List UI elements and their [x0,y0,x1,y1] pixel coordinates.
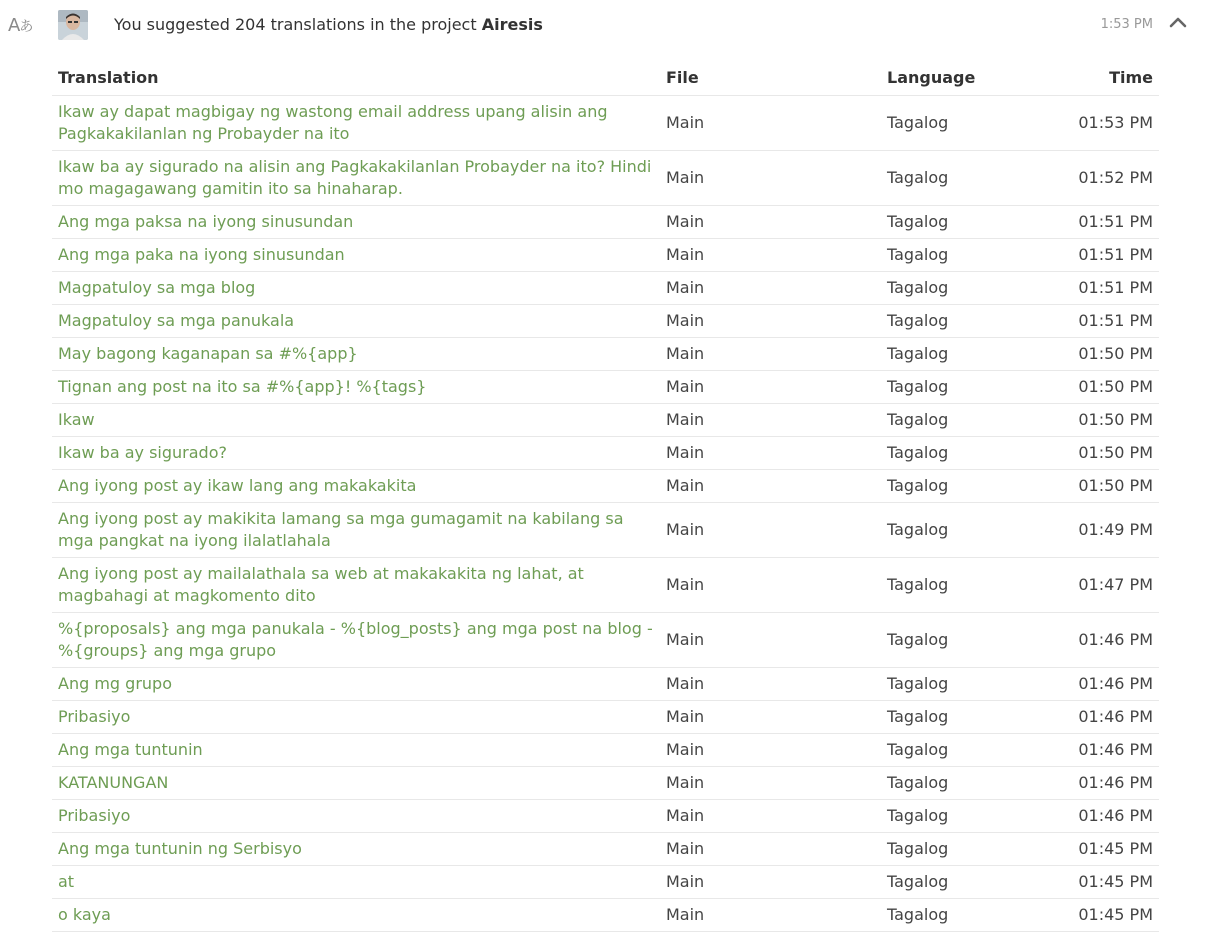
table-row [52,557,1159,612]
file-cell: Main [660,205,881,238]
table-row [52,238,1159,271]
time-cell: 01:50 PM [1026,370,1159,403]
translation-link[interactable]: Ikaw ay dapat magbigay ng wastong email address upang alisin ang Pagkakakilanlan ng Probayder na ito [52,95,660,150]
time-cell: 01:46 PM [1026,667,1159,700]
activity-summary [114,14,543,36]
table-row [52,733,1159,766]
language-cell: Tagalog [881,612,1026,667]
language-cell: Tagalog [881,898,1026,931]
language-cell: Tagalog [881,436,1026,469]
collapse-button[interactable] [1167,12,1189,34]
table-row [52,95,1159,150]
file-cell: Main [660,95,881,150]
table-row [52,337,1159,370]
file-cell: Main [660,766,881,799]
language-cell: Tagalog [881,403,1026,436]
translation-link[interactable]: at [52,865,660,898]
translation-link[interactable]: Ang mga tuntunin [52,733,660,766]
translation-link[interactable]: Ang mg grupo [52,667,660,700]
file-cell: Main [660,612,881,667]
language-cell: Tagalog [881,95,1026,150]
time-cell: 01:46 PM [1026,799,1159,832]
file-cell: Main [660,370,881,403]
table-row [52,370,1159,403]
file-cell: Main [660,700,881,733]
time-cell: 01:49 PM [1026,502,1159,557]
translation-link[interactable]: Magpatuloy sa mga panukala [52,304,660,337]
translation-link[interactable]: Ang mga paksa na iyong sinusundan [52,205,660,238]
time-cell: 01:51 PM [1026,304,1159,337]
time-cell: 01:51 PM [1026,205,1159,238]
time-cell: 01:50 PM [1026,469,1159,502]
table-row [52,865,1159,898]
chevron-up-icon [1167,12,1189,34]
time-cell: 01:50 PM [1026,436,1159,469]
translation-link[interactable]: Tignan ang post na ito sa #%{app}! %{tags} [52,370,660,403]
translation-link[interactable]: Magpatuloy sa mga blog [52,271,660,304]
language-cell: Tagalog [881,469,1026,502]
language-cell: Tagalog [881,271,1026,304]
table-row [52,271,1159,304]
translation-link[interactable]: May bagong kaganapan sa #%{app} [52,337,660,370]
file-cell: Main [660,238,881,271]
time-cell: 01:51 PM [1026,238,1159,271]
column-header-time: Time [1026,60,1159,95]
file-cell: Main [660,557,881,612]
file-cell: Main [660,865,881,898]
time-cell: 01:45 PM [1026,898,1159,931]
translation-link[interactable]: Ang iyong post ay ikaw lang ang makakakita [52,469,660,502]
language-cell: Tagalog [881,238,1026,271]
translation-link[interactable]: Ikaw ba ay sigurado? [52,436,660,469]
table-row [52,612,1159,667]
translation-link[interactable]: Pribasiyo [52,700,660,733]
file-cell: Main [660,304,881,337]
table-row [52,205,1159,238]
translation-link[interactable]: Ikaw ba ay sigurado na alisin ang Pagkakakilanlan Probayder na ito? Hindi mo magagawang gamitin ito sa hinaharap. [52,150,660,205]
language-cell: Tagalog [881,700,1026,733]
language-cell: Tagalog [881,557,1026,612]
translation-link[interactable]: %{proposals} ang mga panukala - %{blog_posts} ang mga post na blog - %{groups} ang mga grupo [52,612,660,667]
activity-time: 1:53 PM [1100,17,1153,32]
time-cell: 01:46 PM [1026,733,1159,766]
translation-link[interactable]: Pribasiyo [52,799,660,832]
time-cell: 01:45 PM [1026,865,1159,898]
file-cell: Main [660,667,881,700]
time-cell: 01:46 PM [1026,612,1159,667]
language-cell: Tagalog [881,799,1026,832]
file-cell: Main [660,832,881,865]
language-cell: Tagalog [881,337,1026,370]
translation-link[interactable]: Ang iyong post ay makikita lamang sa mga gumagamit na kabilang sa mga pangkat na iyong ilalatlahala [52,502,660,557]
language-cell: Tagalog [881,150,1026,205]
language-cell: Tagalog [881,865,1026,898]
translation-link[interactable]: Ikaw [52,403,660,436]
time-cell: 01:50 PM [1026,403,1159,436]
language-cell: Tagalog [881,502,1026,557]
time-cell: 01:46 PM [1026,766,1159,799]
column-header-language: Language [881,60,1026,95]
time-cell: 01:45 PM [1026,832,1159,865]
language-cell: Tagalog [881,832,1026,865]
translation-link[interactable]: KATANUNGAN [52,766,660,799]
table-row [52,304,1159,337]
file-cell: Main [660,337,881,370]
table-row [52,150,1159,205]
table-row [52,700,1159,733]
avatar[interactable] [58,10,88,40]
language-cell: Tagalog [881,667,1026,700]
table-row [52,898,1159,931]
table-row [52,436,1159,469]
column-header-translation: Translation [52,60,660,95]
table-header-row [52,60,1159,95]
translation-link[interactable]: Ang iyong post ay mailalathala sa web at makakakita ng lahat, at magbahagi at magkomento dito [52,557,660,612]
file-cell: Main [660,799,881,832]
table-row [52,799,1159,832]
time-cell: 01:50 PM [1026,337,1159,370]
table-row [52,403,1159,436]
table-row [52,502,1159,557]
file-cell: Main [660,502,881,557]
language-cell: Tagalog [881,370,1026,403]
time-cell: 01:53 PM [1026,95,1159,150]
translate-icon: Aあ [8,15,34,36]
file-cell: Main [660,436,881,469]
translations-table-body [52,95,1159,931]
table-row [52,766,1159,799]
time-cell: 01:47 PM [1026,557,1159,612]
file-cell: Main [660,403,881,436]
column-header-file: File [660,60,881,95]
translation-link[interactable]: Ang mga tuntunin ng Serbisyo [52,832,660,865]
language-cell: Tagalog [881,304,1026,337]
table-row [52,667,1159,700]
file-cell: Main [660,733,881,766]
language-cell: Tagalog [881,766,1026,799]
time-cell: 01:51 PM [1026,271,1159,304]
activity-summary-text: You suggested 204 translations in the project [114,15,477,34]
language-cell: Tagalog [881,205,1026,238]
file-cell: Main [660,898,881,931]
time-cell: 01:52 PM [1026,150,1159,205]
file-cell: Main [660,271,881,304]
time-cell: 01:46 PM [1026,700,1159,733]
table-row [52,469,1159,502]
project-name[interactable]: Airesis [481,15,543,34]
file-cell: Main [660,150,881,205]
language-cell: Tagalog [881,733,1026,766]
translation-link[interactable]: o kaya [52,898,660,931]
table-row [52,832,1159,865]
translations-table [52,60,1159,932]
translation-link[interactable]: Ang mga paka na iyong sinusundan [52,238,660,271]
file-cell: Main [660,469,881,502]
